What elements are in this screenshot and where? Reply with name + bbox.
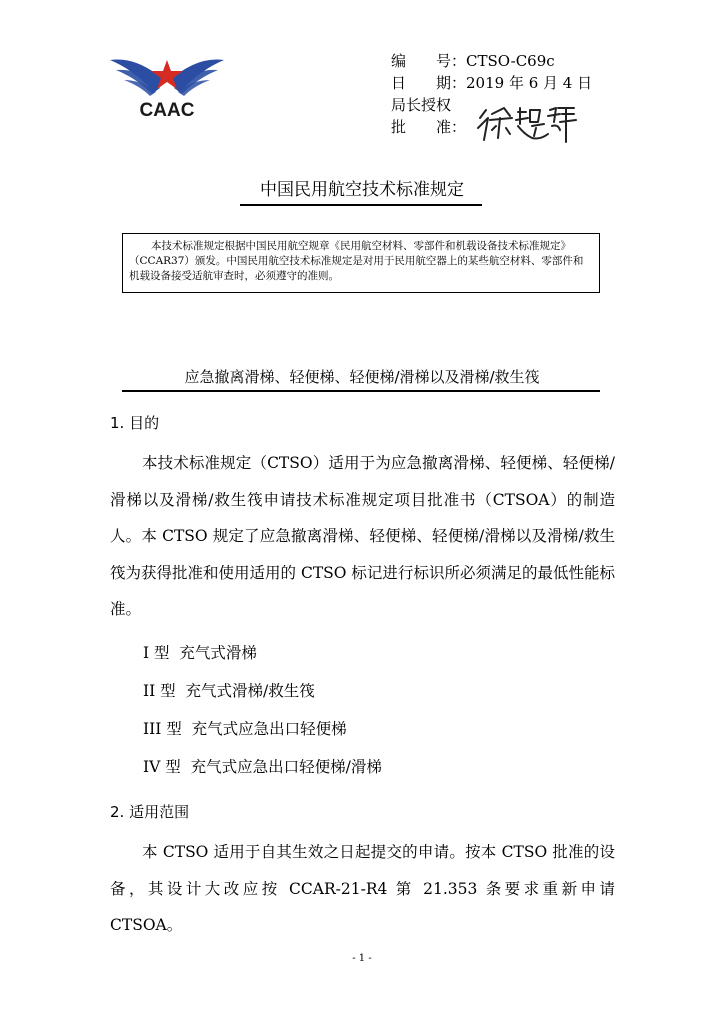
type-item: IV 型 充气式应急出口轻便梯/滑梯 <box>143 758 382 776</box>
type-item: I 型 充气式滑梯 <box>143 644 257 662</box>
meta-date-row <box>391 72 592 94</box>
title-underline <box>240 204 482 206</box>
document-title: 应急撤离滑梯、轻便梯、轻便梯/滑梯以及滑梯/救生筏 <box>184 368 540 386</box>
meta-number-value: CTSO-C69c <box>466 52 555 70</box>
meta-approve-label: 批 准： <box>391 118 467 136</box>
type-item: II 型 充气式滑梯/救生筏 <box>143 682 315 700</box>
type-item: III 型 充气式应急出口轻便梯 <box>143 720 347 738</box>
section-paragraph-purpose: 本技术标准规定（CTSO）适用于为应急撤离滑梯、轻便梯、轻便梯/滑梯以及滑梯/救生筏申请技术标准规定项目批准书（CTSOA）的制造人。本 CTSO 规定了应急撤离滑梯、轻便梯、轻便梯/滑梯以及滑梯/救生筏为获得批准和使用适用的 CTSO 标记进行标识所必须满足的最低性能标准。 <box>110 454 615 618</box>
section-paragraph-scope: 本 CTSO 适用于自其生效之日起提交的申请。按本 CTSO 批准的设备，其设计大改应按 CCAR-21-R4 第 21.353 条要求重新申请 CTSOA。 <box>110 843 615 934</box>
meta-number-row <box>391 50 592 72</box>
logo-text: CAAC <box>139 100 195 121</box>
meta-auth-label: 局长授权 <box>391 96 452 114</box>
handwritten-signature <box>474 104 580 144</box>
notice-box: 本技术标准规定根据中国民用航空规章《民用航空材料、零部件和机载设备技术标准规定》（CCAR37）颁发。中国民用航空技术标准规定是对用于民用航空器上的某些航空材料、零部件和机载设备接受适航审查时，必须遵守的准则。 <box>122 233 600 293</box>
caac-logo <box>108 52 226 124</box>
regulation-title: 中国民用航空技术标准规定 <box>260 180 464 200</box>
meta-date-label: 日 期： <box>391 74 467 92</box>
section-heading-purpose: 1. 目的 <box>110 414 160 432</box>
meta-date-value: 2019 年 6 月 4 日 <box>466 74 593 92</box>
document-title-underline <box>122 390 600 392</box>
page-number: - 1 - <box>352 953 372 964</box>
section-heading-scope: 2. 适用范围 <box>110 803 190 821</box>
meta-number-label: 编 号： <box>391 52 467 70</box>
